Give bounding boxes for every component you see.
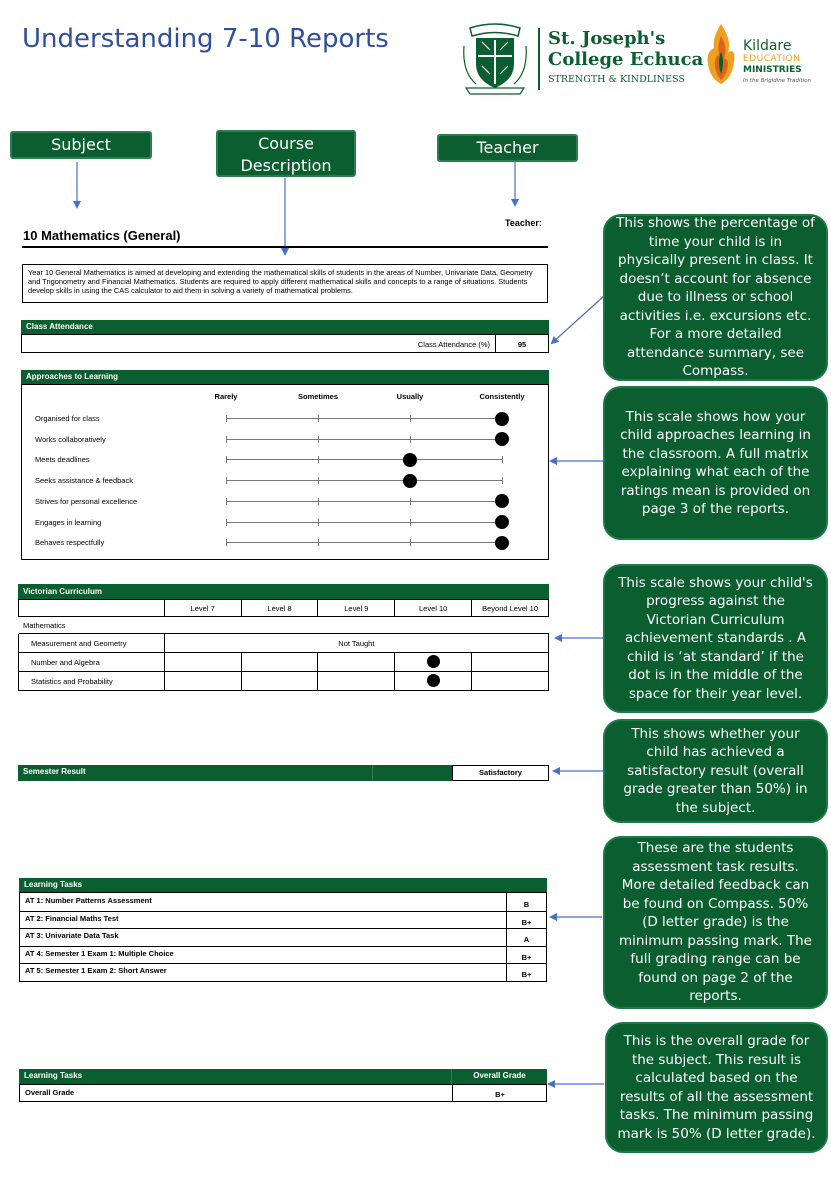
approach-tick bbox=[226, 539, 227, 546]
approach-tick bbox=[410, 415, 411, 422]
task-row-divider bbox=[20, 963, 546, 964]
attendance-arrow bbox=[552, 296, 604, 343]
approaches-heading: Approaches to Learning bbox=[21, 370, 549, 384]
approach-tick bbox=[502, 477, 503, 484]
task-grade: B+ bbox=[521, 970, 532, 980]
curriculum-group: Mathematics bbox=[19, 617, 549, 634]
approach-tick bbox=[226, 436, 227, 443]
approach-tick bbox=[410, 539, 411, 546]
callout-curriculum: This scale shows your child's progress against the Victorian Curriculum achievement standards . A child is ‘at standard’ if the dot is in the middle of the space for their year level. bbox=[603, 564, 828, 713]
approaches-panel bbox=[21, 384, 549, 560]
attendance-value: 95 bbox=[517, 340, 527, 349]
task-label: AT 1: Number Patterns Assessment bbox=[25, 896, 152, 905]
attendance-label: Class Attendance (%) bbox=[417, 340, 490, 349]
approach-tick bbox=[318, 539, 319, 546]
curriculum-cell bbox=[241, 653, 318, 672]
course-description: Year 10 General Mathematics is aimed at developing and extending the mathematical skills of students in the areas of Number, Univariate Data, Geometry and Trigonometry and Financial Mathematics. Students are required to apply different mathematical skills and concepts to a range of situations. Students develop skills in using the CAS calculator to aid them in solving a variety of mathematical problems. bbox=[22, 264, 548, 303]
curriculum-cell bbox=[395, 672, 472, 691]
task-row-divider bbox=[20, 911, 546, 912]
callout-overall: This is the overall grade for the subject. This result is calculated based on the results of all the assessment tasks. The minimum passing mark is 50% (D letter grade). bbox=[605, 1022, 828, 1153]
curriculum-level-header: Level 7 bbox=[164, 600, 241, 617]
approach-tick bbox=[226, 519, 227, 526]
title-underline bbox=[22, 246, 548, 248]
approach-tick bbox=[226, 477, 227, 484]
callout-attendance: This shows the percentage of time your child is in physically present in class. It doesn’t account for absence due to illness or school activities i.e. excursions etc. For a more detailed attendance summary, see Compass. bbox=[603, 214, 828, 381]
kem-line3: MINISTRIES bbox=[743, 65, 802, 75]
task-grade: B+ bbox=[521, 917, 532, 927]
scale-label: Sometimes bbox=[297, 392, 339, 401]
curriculum-row bbox=[19, 653, 549, 672]
callout-semester: This shows whether your child has achieved a satisfactory result (overall grade greater than 50%) in the subject. bbox=[603, 719, 828, 823]
task-label: AT 2: Financial Maths Test bbox=[25, 913, 119, 923]
attendance-row bbox=[21, 334, 549, 353]
curriculum-row bbox=[19, 672, 549, 691]
approach-label: Organised for class bbox=[35, 414, 100, 423]
approach-dot bbox=[495, 515, 509, 529]
task-grade: B bbox=[523, 900, 530, 909]
task-row-divider bbox=[20, 946, 546, 947]
curriculum-cell bbox=[241, 672, 318, 691]
curriculum-row bbox=[19, 634, 549, 653]
task-grade-divider bbox=[506, 893, 507, 981]
approach-scale-line bbox=[226, 480, 502, 481]
curriculum-level-header: Level 8 bbox=[241, 600, 318, 617]
curriculum-strand-label: Statistics and Probability bbox=[19, 672, 165, 691]
approach-tick bbox=[318, 519, 319, 526]
overall-row bbox=[19, 1084, 547, 1102]
course-label-line2: Description bbox=[240, 156, 332, 175]
curriculum-cell bbox=[164, 653, 241, 672]
approach-dot bbox=[495, 536, 509, 550]
curriculum-dot bbox=[427, 655, 440, 668]
semester-result: Satisfactory bbox=[452, 765, 549, 781]
subject-title: 10 Mathematics (General) bbox=[23, 228, 181, 243]
curriculum-cell bbox=[318, 653, 395, 672]
school-motto: STRENGTH & KINDLINESS bbox=[548, 74, 685, 85]
overall-heading: Learning Tasks bbox=[24, 1071, 83, 1080]
approach-label: Behaves respectfully bbox=[35, 538, 105, 548]
task-grade: A bbox=[523, 935, 530, 945]
task-label: AT 3: Univariate Data Task bbox=[25, 931, 119, 941]
approach-tick bbox=[318, 456, 319, 463]
approach-scale-line bbox=[226, 459, 502, 460]
approach-dot bbox=[495, 494, 509, 508]
approach-tick bbox=[410, 436, 411, 443]
tasks-heading: Learning Tasks bbox=[19, 878, 547, 892]
task-grade: B+ bbox=[521, 952, 532, 962]
overall-grade-heading: Overall Grade bbox=[473, 1071, 526, 1080]
task-label: AT 4: Semester 1 Exam 1: Multiple Choice bbox=[25, 948, 174, 958]
curriculum-level-header: Level 9 bbox=[318, 600, 395, 617]
approach-label: Seeks assistance & feedback bbox=[35, 476, 133, 486]
callout-tasks: These are the students assessment task results. More detailed feedback can be found on Compass. 50% (D letter grade) is the minimum passing mark. The full grading range can be found on page 2 of the reports. bbox=[603, 836, 828, 1009]
approach-scale-line bbox=[226, 418, 502, 419]
curriculum-status: Not Taught bbox=[164, 634, 548, 653]
curriculum-cell bbox=[395, 653, 472, 672]
approach-scale-line bbox=[226, 542, 502, 543]
callout-approaches: This scale shows how your child approaches learning in the classroom. A full matrix explaining what each of the ratings mean is provided on page 3 of the reports. bbox=[603, 386, 828, 540]
subject-label-box: Subject bbox=[10, 131, 152, 159]
semester-heading-bar bbox=[18, 765, 452, 781]
page-title: Understanding 7-10 Reports bbox=[22, 24, 389, 54]
kem-line1: Kildare bbox=[743, 38, 792, 54]
approach-dot bbox=[495, 432, 509, 446]
curriculum-table bbox=[18, 599, 549, 691]
approach-dot bbox=[495, 412, 509, 426]
curriculum-strand-label: Measurement and Geometry bbox=[19, 634, 165, 653]
curriculum-heading: Victorian Curriculum bbox=[18, 584, 549, 599]
approach-tick bbox=[318, 436, 319, 443]
curriculum-cell bbox=[472, 672, 549, 691]
task-label: AT 5: Semester 1 Exam 2: Short Answer bbox=[25, 966, 167, 976]
semester-heading: Semester Result bbox=[23, 767, 86, 776]
approach-tick bbox=[318, 415, 319, 422]
teacher-field-label: Teacher: bbox=[505, 218, 542, 228]
approach-tick bbox=[502, 456, 503, 463]
approach-label: Works collaboratively bbox=[35, 434, 106, 444]
curriculum-dot bbox=[427, 674, 440, 687]
approach-tick bbox=[410, 498, 411, 505]
approach-label: Engages in learning bbox=[35, 517, 102, 527]
overall-label: Overall Grade bbox=[25, 1088, 75, 1097]
curriculum-strand-label: Number and Algebra bbox=[19, 653, 165, 672]
overall-grade: B+ bbox=[495, 1090, 505, 1099]
approach-tick bbox=[318, 477, 319, 484]
approach-label: Strives for personal excellence bbox=[35, 496, 138, 506]
curriculum-cell bbox=[164, 672, 241, 691]
curriculum-cell bbox=[472, 653, 549, 672]
tasks-table bbox=[19, 892, 547, 982]
school-name-line2: College Echuca bbox=[548, 49, 704, 70]
approach-tick bbox=[226, 456, 227, 463]
task-row-divider bbox=[20, 928, 546, 929]
approach-tick bbox=[226, 415, 227, 422]
approach-scale-line bbox=[226, 501, 502, 502]
semester-bar-divider bbox=[372, 765, 373, 781]
teacher-label-box: Teacher bbox=[437, 134, 578, 162]
scale-label: Rarely bbox=[214, 392, 238, 401]
approach-tick bbox=[410, 519, 411, 526]
attendance-heading: Class Attendance bbox=[21, 320, 549, 334]
school-name-line1: St. Joseph's bbox=[548, 28, 666, 49]
kem-line2: EDUCATION bbox=[743, 54, 801, 64]
approach-tick bbox=[226, 498, 227, 505]
approach-label: Meets deadlines bbox=[35, 455, 90, 465]
curriculum-level-header: Level 10 bbox=[395, 600, 472, 617]
curriculum-corner-cell bbox=[19, 600, 165, 617]
approach-dot bbox=[403, 474, 417, 488]
scale-label: Usually bbox=[396, 392, 424, 401]
overall-heading-bar bbox=[19, 1069, 547, 1084]
kem-tagline: In the Brigidine Tradition bbox=[743, 78, 811, 84]
course-label-line1: Course bbox=[258, 134, 314, 153]
approach-dot bbox=[403, 453, 417, 467]
curriculum-level-header: Beyond Level 10 bbox=[472, 600, 549, 617]
approach-tick bbox=[318, 498, 319, 505]
curriculum-cell bbox=[318, 672, 395, 691]
approach-scale-line bbox=[226, 439, 502, 440]
scale-label: Consistently bbox=[479, 392, 525, 401]
approach-scale-line bbox=[226, 522, 502, 523]
